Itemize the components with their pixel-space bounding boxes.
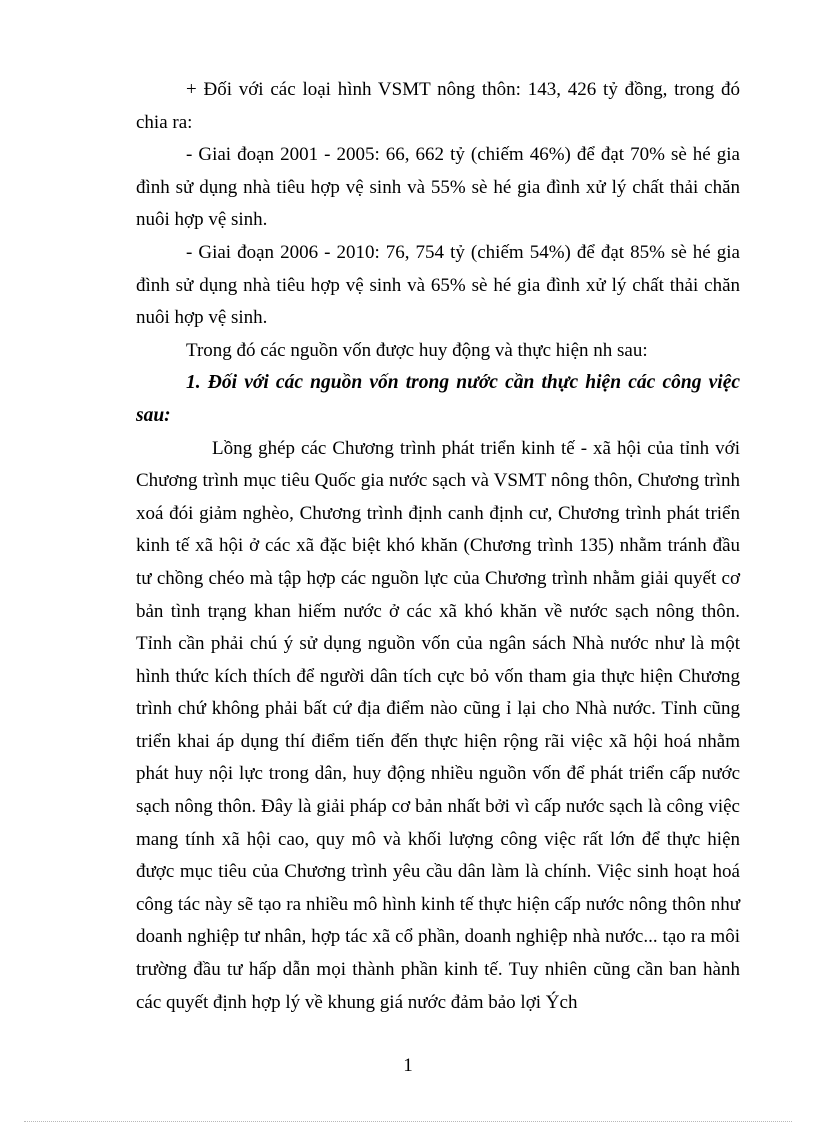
paragraph-period-2001-2005: - Giai đoạn 2001 - 2005: 66, 662 tỷ (chiếm 46%) để đạt 70% sè hé gia đình sử dụng nhà tiêu hợp vệ sinh và 55% sè hé gia đình xử lý chất thải chăn nuôi hợp vệ sinh. bbox=[136, 144, 740, 231]
paragraph-body: Lồng ghép các Chương trình phát triển kinh tế - xã hội của tỉnh với Chương trình mục tiêu Quốc gia nước sạch và VSMT nông thôn, Chương trình xoá đói giảm nghèo, Chương trình định canh định cư, Chương trình phát triển kinh tế xã hội ở các xã đặc biệt khó khăn (Chương trình 135) nhằm tránh đầu tư chồng chéo mà tập hợp các nguồn lực của Chương trình nhằm giải quyết cơ bản tình trạng khan hiếm nước ở các xã khó khăn về nước sạch nông thôn. Tỉnh cần phải chú ý sử dụng nguồn vốn của ngân sách Nhà nước như là một hình thức kích thích để người dân tích cực bỏ vốn tham gia thực hiện Chương trình chứ không phải bất cứ địa điểm nào cũng ỉ lại cho Nhà nước. Tỉnh cũng triển khai áp dụng thí điểm tiến đến thực hiện rộng rãi việc xã hội hoá nhằm phát huy nội lực trong dân, huy động nhiều nguồn vốn để phát triển cấp nước sạch nông thôn. Đây là giải pháp cơ bản nhất bởi vì cấp nước sạch là công việc mang tính xã hội cao, quy mô và khối lượng công việc rất lớn để thực hiện được mục tiêu của Chương trình yêu cầu dân làm là chính. Việc sinh hoạt hoá công tác này sẽ tạo ra nhiều mô hình kinh tế thực hiện cấp nước nông thôn như doanh nghiệp tư nhân, hợp tác xã cổ phần, doanh nghiệp nhà nước... tạo ra môi trường đầu tư hấp dẫn mọi thành phần kinh tế. Tuy nhiên cũng cần ban hành các quyết định hợp lý về khung giá nước đảm bảo lợi Ých bbox=[136, 437, 740, 1013]
document-body bbox=[136, 74, 740, 1019]
paragraph-period-2006-2010: - Giai đoạn 2006 - 2010: 76, 754 tỷ (chiếm 54%) để đạt 85% sè hé gia đình sử dụng nhà tiêu hợp vệ sinh và 65% sè hé gia đình xử lý chất thải chăn nuôi hợp vệ sinh. bbox=[136, 241, 740, 329]
footer-divider bbox=[24, 1121, 792, 1122]
page-number: 1 bbox=[403, 1055, 413, 1076]
paragraph-funding-intro: Trong đó các nguồn vốn được huy động và thực hiện nh sau: bbox=[186, 339, 648, 361]
section-heading: 1. Đối với các nguồn vốn trong nước cần thực hiện các công việc sau: bbox=[136, 372, 740, 426]
paragraph-total-sanitation: + Đối với các loại hình VSMT nông thôn: 143, 426 tỷ đồng, trong đó chia ra: bbox=[136, 79, 740, 133]
